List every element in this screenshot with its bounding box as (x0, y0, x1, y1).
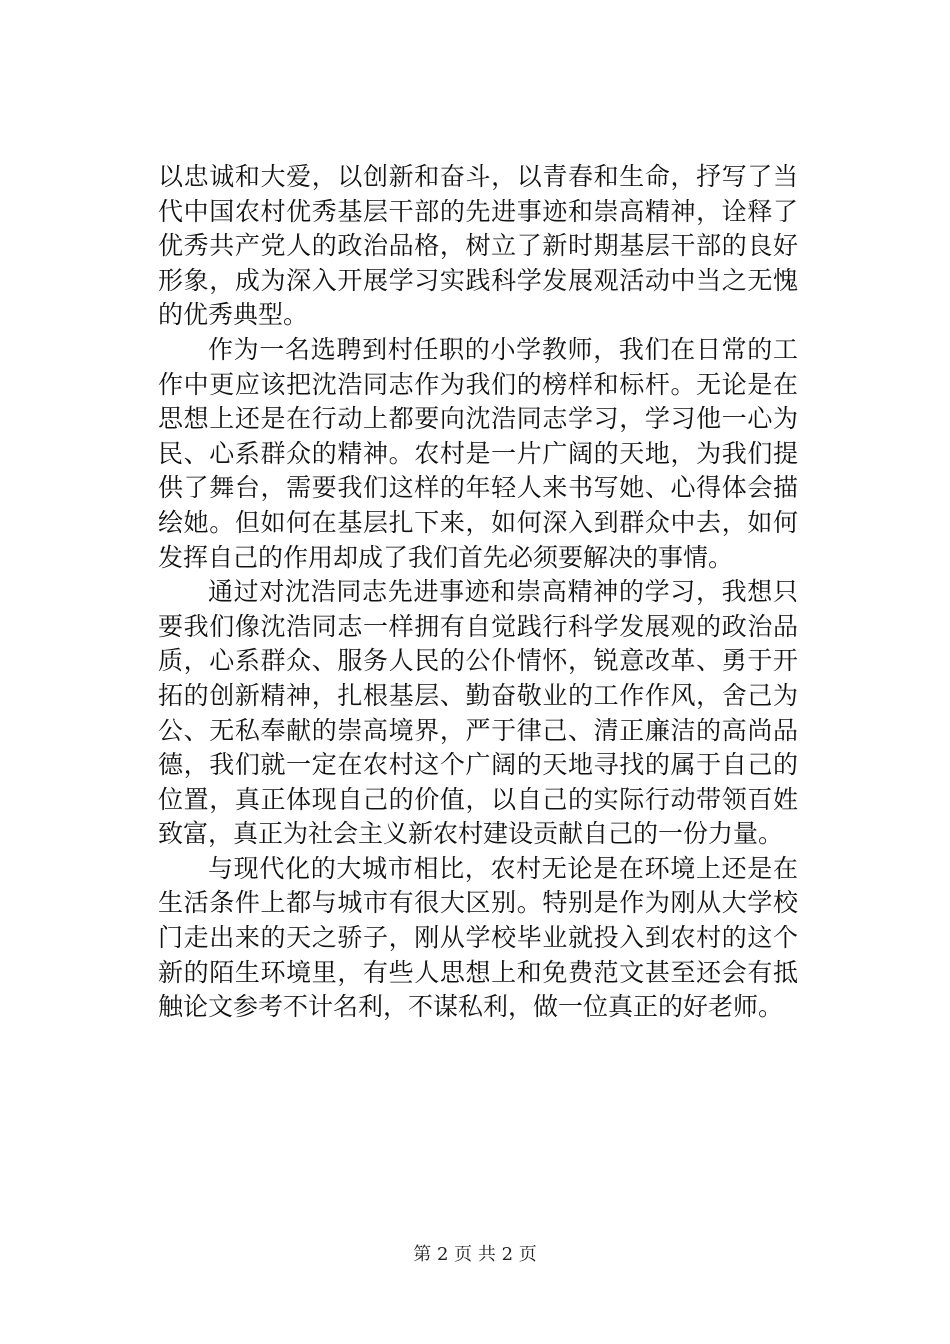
paragraph-2: 作为一名选聘到村任职的小学教师，我们在日常的工作中更应该把沈浩同志作为我们的榜样和标杆。无论是在思想上还是在行动上都要向沈浩同志学习，学习他一心为民、心系群众的精神。农村是一片广阔的天地，为我们提供了舞台，需要我们这样的年轻人来书写她、心得体会描绘她。但如何在基层扎下来，如何深入到群众中去，如何发挥自己的作用却成了我们首先必须要解决的事情。 (158, 334, 798, 572)
page-number-footer: 第 2 页 共 2 页 (413, 1244, 537, 1265)
paragraph-4: 与现代化的大城市相比，农村无论是在环境上还是在生活条件上都与城市有很大区别。特别是作为刚从大学校门走出来的天之骄子，刚从学校毕业就投入到农村的这个新的陌生环境里，有些人思想上和免费范文甚至还会有抵触论文参考不计名利，不谋私利，做一位真正的好老师。 (158, 853, 798, 1022)
paragraph-3: 通过对沈浩同志先进事迹和崇高精神的学习，我想只要我们像沈浩同志一样拥有自觉践行科学发展观的政治品质，心系群众、服务人民的公仆情怀，锐意改革、勇于开拓的创新精神，扎根基层、勤奋敬业的工作作风，舍己为公、无私奉献的崇高境界，严于律己、清正廉洁的高尚品德，我们就一定在农村这个广阔的天地寻找的属于自己的位置，真正体现自己的价值，以自己的实际行动带领百姓致富，真正为社会主义新农村建设贡献自己的一份力量。 (158, 577, 798, 849)
body-text (158, 160, 798, 1025)
paragraph-1: 以忠诚和大爱，以创新和奋斗，以青春和生命，抒写了当代中国农村优秀基层干部的先进事迹和崇高精神，诠释了优秀共产党人的政治品格，树立了新时期基层干部的良好形象，成为深入开展学习实践科学发展观活动中当之无愧的优秀典型。 (158, 162, 798, 330)
